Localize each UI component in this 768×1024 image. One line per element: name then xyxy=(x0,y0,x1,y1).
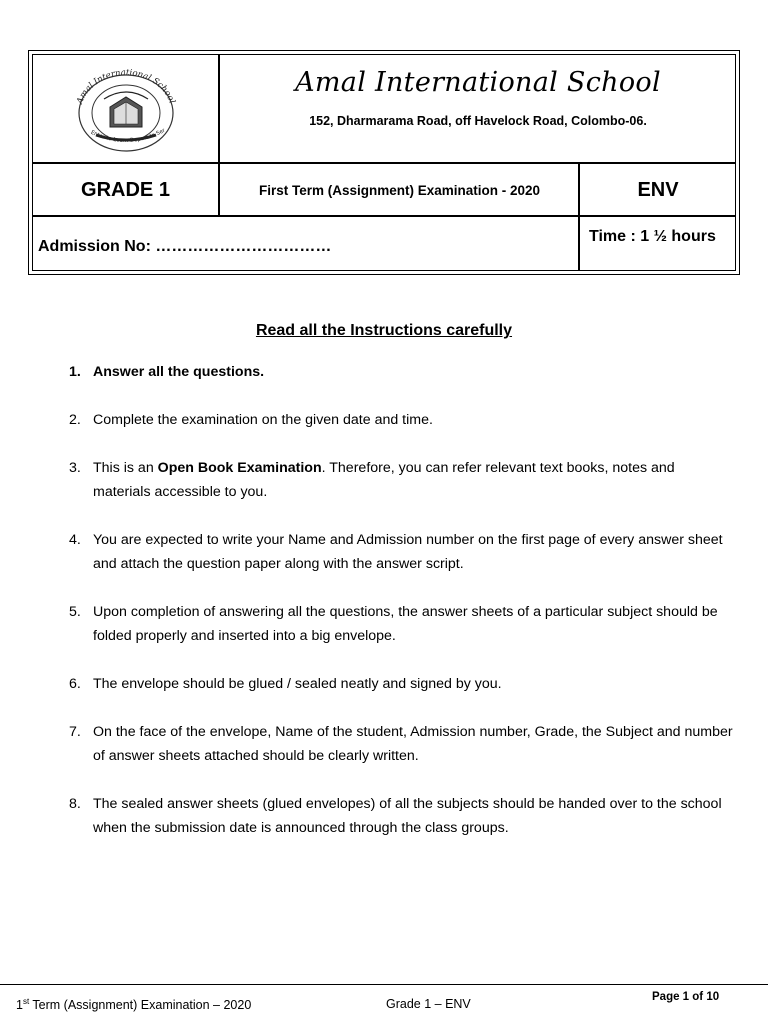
instruction-number: 1. xyxy=(69,364,81,380)
instruction-item xyxy=(66,672,736,696)
divider xyxy=(218,164,220,215)
instruction-item xyxy=(66,360,736,384)
instruction-text: . Therefore, you can refer relevant text books, notes and materials accessible to you. xyxy=(93,460,675,500)
footer-exam-text: Term (Assignment) Examination – 2020 xyxy=(29,998,252,1013)
instruction-text: The sealed answer sheets (glued envelopes) of all the subjects should be handed over to the school when the submission date is announced through the class groups. xyxy=(93,796,722,836)
svg-text:Amal International School: Amal International School xyxy=(74,67,177,105)
instruction-text: You are expected to write your Name and Admission number on the first page of every answer sheet and attach the question paper along with the answer script. xyxy=(93,532,723,572)
instruction-number: 5. xyxy=(69,604,81,620)
instruction-item xyxy=(66,456,736,504)
instruction-number: 2. xyxy=(69,412,81,428)
header-inner-border xyxy=(32,54,736,271)
instruction-text: On the face of the envelope, Name of the student, Admission number, Grade, the Subject and number of answer sheets attached should be clearly written. xyxy=(93,724,733,764)
instruction-item xyxy=(66,408,736,432)
instruction-item xyxy=(66,792,736,840)
instruction-number: 6. xyxy=(69,676,81,692)
grade-label: GRADE 1 xyxy=(81,178,170,201)
instruction-number: 8. xyxy=(69,796,81,812)
time-label: Time : 1 ½ hours xyxy=(589,228,716,245)
footer-ordinal: 1 xyxy=(16,998,23,1013)
instruction-number: 7. xyxy=(69,724,81,740)
instruction-text: Complete the examination on the given date and time. xyxy=(93,412,433,428)
instruction-text: Answer all the questions. xyxy=(93,364,265,380)
subject-label: ENV xyxy=(637,178,679,201)
instructions-title: Read all the Instructions carefully xyxy=(255,322,513,339)
instruction-text: This is an xyxy=(93,460,158,476)
svg-text:Enter to Learn Depart to Ser: Enter to Learn Depart to Ser xyxy=(89,127,166,144)
instruction-number: 4. xyxy=(69,532,81,548)
footer-exam-title xyxy=(16,997,251,1012)
instructions-list xyxy=(66,360,736,840)
school-crest-icon xyxy=(66,65,186,153)
instruction-text: The envelope should be glued / sealed neatly and signed by you. xyxy=(93,676,502,692)
footer-page-number: Page 1 of 10 xyxy=(652,991,720,1003)
divider xyxy=(33,162,735,164)
footer-divider xyxy=(0,984,768,985)
footer-ordinal-suffix: st xyxy=(22,997,30,1006)
instruction-item xyxy=(66,600,736,648)
instruction-text: Upon completion of answering all the questions, the answer sheets of a particular subject should be folded properly and inserted into a big envelope. xyxy=(93,604,718,644)
divider xyxy=(578,164,580,270)
instruction-item xyxy=(66,528,736,576)
school-address: 152, Dharmarama Road, off Havelock Road, Colombo-06. xyxy=(309,114,647,128)
footer-grade-subject: Grade 1 – ENV xyxy=(386,997,471,1011)
school-name: Amal International School xyxy=(295,67,661,98)
divider xyxy=(33,215,735,217)
title-block xyxy=(221,55,735,162)
instruction-emphasis: Open Book Examination xyxy=(157,460,322,476)
admission-no-field: Admission No: …………………………… xyxy=(38,238,332,255)
school-logo xyxy=(33,55,218,162)
exam-title: First Term (Assignment) Examination - 2020 xyxy=(258,182,541,198)
instruction-number: 3. xyxy=(69,460,81,476)
instruction-item xyxy=(66,720,736,768)
divider xyxy=(218,55,220,162)
header-table xyxy=(28,50,740,275)
